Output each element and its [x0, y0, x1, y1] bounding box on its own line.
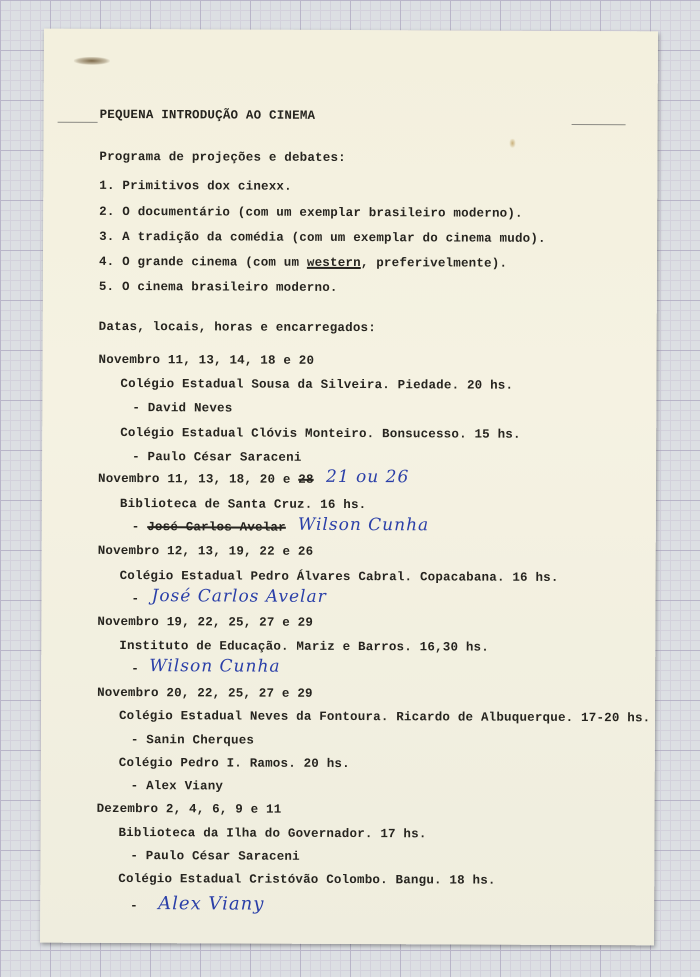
venue-place: Colégio Estadual Neves da Fontoura. Ricardo de Albuquerque. 17-20 hs.	[118, 708, 651, 726]
person-struck: José Carlos Avelar	[147, 520, 286, 535]
program-item-2: 2. O documentário (com um exemplar brasileiro moderno).	[99, 204, 523, 221]
program-item-5: 5. O cinema brasileiro moderno.	[98, 279, 338, 295]
program-item-4-text: 4. O grande cinema (com um	[98, 254, 307, 270]
schedule-dates-1: Novembro 11, 13, 14, 18 e 20	[98, 352, 315, 368]
header-rule-left	[58, 122, 98, 123]
schedule-dates-6: Dezembro 2, 4, 6, 9 e 11	[96, 801, 282, 817]
schedule-dates-5: Novembro 20, 22, 25, 27 e 29	[97, 685, 313, 701]
document-title: PEQUENA INTRODUÇÃO AO CINEMA	[99, 107, 316, 123]
venue-person: - Paulo César Saraceni	[130, 849, 300, 864]
venue-place: Colégio Estadual Pedro Álvares Cabral. Copacabana. 16 hs.	[119, 569, 559, 585]
schedule-dates-4: Novembro 19, 22, 25, 27 e 29	[97, 614, 314, 630]
venue-place: Instituto de Educação. Mariz e Barros. 16,30 hs.	[119, 638, 490, 655]
document-page	[40, 29, 658, 946]
handwritten-person: José Carlos Avelar	[151, 586, 327, 607]
venue-place: Biblioteca de Santa Cruz. 16 hs.	[119, 497, 367, 513]
venue-person: -	[130, 899, 138, 914]
program-item-4-underlined: western	[306, 255, 361, 271]
venue-place: Colégio Estadual Cristóvão Colombo. Bangu. 18 hs.	[118, 871, 496, 888]
venue-person: - Paulo César Saraceni	[132, 450, 302, 465]
header-rule-right	[572, 124, 626, 125]
program-item-4-rest: , preferivelmente).	[360, 256, 508, 271]
program-item-1: 1. Primitivos dox cinexx.	[99, 178, 292, 194]
schedule-dates-3: Novembro 12, 13, 19, 22 e 26	[97, 543, 314, 559]
venue-place: Colégio Estadual Sousa da Silveira. Piedade. 20 hs.	[120, 377, 514, 393]
handwritten-person: Wilson Cunha	[297, 514, 430, 536]
program-item-3: 3. A tradição da comédia (com um exemplar do cinema mudo).	[99, 229, 546, 246]
stain-spot	[509, 139, 515, 148]
dates-text: Novembro 11, 13, 18, 20 e	[98, 471, 299, 487]
venue-person: -	[131, 662, 139, 677]
venue-person: - Sanin Cherques	[130, 733, 255, 748]
schedule-heading: Datas, locais, horas e encarregados:	[98, 319, 376, 336]
venue-place: Biblioteca da Ilha do Governador. 17 hs.	[118, 825, 427, 842]
venue-person: - David Neves	[132, 401, 233, 416]
handwritten-person: Wilson Cunha	[149, 656, 281, 677]
venue-place: Colégio Pedro I. Ramos. 20 hs.	[118, 755, 350, 772]
dates-struck: 28	[298, 472, 314, 487]
venue-person	[132, 520, 286, 535]
venue-person: - Alex Viany	[130, 779, 224, 794]
venue-person: -	[131, 592, 140, 607]
person-prefix: -	[131, 520, 148, 535]
venue-place: Colégio Estadual Clóvis Monteiro. Bonsucesso. 15 hs.	[120, 426, 521, 442]
program-heading: Programa de projeções e debates:	[99, 149, 346, 165]
schedule-dates-2	[98, 472, 314, 487]
handwritten-person: Alex Viany	[158, 893, 265, 915]
stain-mark	[74, 57, 110, 65]
program-item-4	[99, 255, 507, 271]
handwritten-dates: 21 ou 26	[326, 466, 410, 488]
